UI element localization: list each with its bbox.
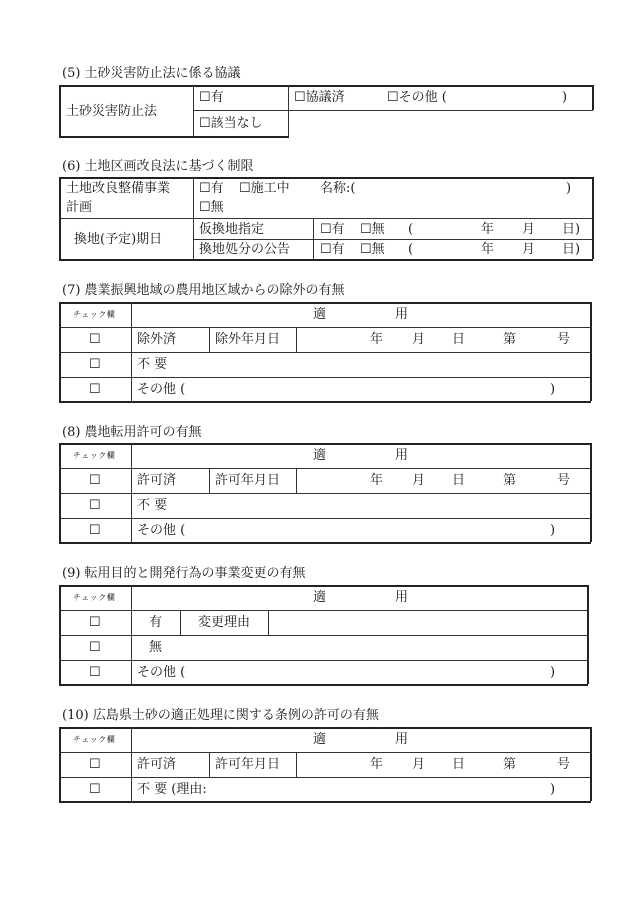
s9-row1-label: 有	[149, 615, 163, 630]
s8-row1-date-label: 許可年月日	[215, 473, 281, 488]
s8-row2-checkbox[interactable]: ☐	[89, 498, 101, 513]
s8-applicable-header-a: 適	[313, 448, 327, 463]
s9-applicable-header-a: 適	[313, 590, 327, 605]
s9-applicable-header-b: 用	[395, 590, 409, 605]
section-9-title: (9) 転用目的と開発行為の事業変更の有無	[62, 566, 306, 581]
s10-no: 第	[503, 757, 517, 772]
s6-r1-year: 年	[481, 222, 495, 237]
s5-yes-checkbox[interactable]: ☐有	[199, 90, 224, 105]
s6-name-label: 名称:(	[320, 181, 356, 196]
s6-r1-month: 月	[522, 222, 536, 237]
s7-row3-label: その他 (	[137, 382, 186, 397]
s10-row1-checkbox[interactable]: ☐	[89, 757, 101, 772]
s7-num: 号	[557, 332, 571, 347]
s7-day: 日	[452, 332, 466, 347]
s8-check-col-header: チェック欄	[73, 451, 116, 460]
s9-check-col-header: チェック欄	[73, 593, 116, 602]
s8-row1-checkbox[interactable]: ☐	[89, 473, 101, 488]
s6-yes-checkbox[interactable]: ☐有	[199, 181, 224, 196]
s8-year: 年	[370, 473, 384, 488]
s7-row2-label: 不 要	[137, 357, 168, 372]
s8-row3-close: )	[550, 523, 556, 538]
s7-year: 年	[370, 332, 384, 347]
s7-month: 月	[412, 332, 426, 347]
s10-applicable-header-a: 適	[313, 732, 327, 747]
s5-consulted-checkbox[interactable]: ☐協議済	[294, 90, 345, 105]
s6-row1-label-b: 計画	[66, 200, 93, 215]
s10-num: 号	[557, 757, 571, 772]
s7-check-col-header: チェック欄	[73, 310, 116, 319]
section-5-title: (5) 土砂災害防止法に係る協議	[62, 66, 241, 81]
s8-applicable-header-b: 用	[395, 448, 409, 463]
s10-applicable-header-b: 用	[395, 732, 409, 747]
s7-row1-date-label: 除外年月日	[215, 332, 281, 347]
s6-name-close: )	[566, 181, 572, 196]
s6-r2-month: 月	[522, 242, 536, 257]
s6-sub-announcement: 換地処分の公告	[199, 242, 291, 257]
section-7-title: (7) 農業振興地域の農用地区域からの除外の有無	[62, 283, 345, 298]
s6-none-checkbox[interactable]: ☐無	[199, 200, 224, 215]
s7-applicable-header-a: 適	[313, 307, 327, 322]
s6-r2-yes-checkbox[interactable]: ☐有	[320, 242, 345, 257]
s7-no: 第	[503, 332, 517, 347]
s10-row2-close: )	[550, 782, 556, 797]
s10-check-col-header: チェック欄	[73, 735, 116, 744]
s10-row2-label: 不 要 (理由:	[137, 782, 207, 797]
s10-day: 日	[452, 757, 466, 772]
s5-not-applicable-checkbox[interactable]: ☐該当なし	[199, 116, 263, 131]
s10-row1-label: 許可済	[137, 757, 177, 772]
s7-row2-checkbox[interactable]: ☐	[89, 357, 101, 372]
s8-row2-label: 不 要	[137, 498, 168, 513]
s9-row3-label: その他 (	[137, 665, 186, 680]
s6-r2-day: 日)	[562, 242, 581, 257]
s8-row1-label: 許可済	[137, 473, 177, 488]
s9-row3-checkbox[interactable]: ☐	[89, 665, 101, 680]
section-10-title: (10) 広島県土砂の適正処理に関する条例の許可の有無	[62, 708, 379, 723]
s6-sub-provisional: 仮換地指定	[199, 222, 265, 237]
s10-row2-checkbox[interactable]: ☐	[89, 782, 101, 797]
s6-row1-label-a: 土地改良整備事業	[66, 181, 171, 196]
s8-month: 月	[412, 473, 426, 488]
s7-row1-label: 除外済	[137, 332, 177, 347]
s8-num: 号	[557, 473, 571, 488]
s7-row3-checkbox[interactable]: ☐	[89, 382, 101, 397]
s8-no: 第	[503, 473, 517, 488]
s6-r2-none-checkbox[interactable]: ☐無	[360, 242, 385, 257]
s10-month: 月	[412, 757, 426, 772]
s6-r1-day: 日)	[562, 222, 581, 237]
section-6-title: (6) 土地区画改良法に基づく制限	[62, 159, 254, 174]
s10-row1-date-label: 許可年月日	[215, 757, 281, 772]
s9-row3-close: )	[550, 665, 556, 680]
s9-row2-checkbox[interactable]: ☐	[89, 640, 101, 655]
s7-row1-checkbox[interactable]: ☐	[89, 332, 101, 347]
s8-day: 日	[452, 473, 466, 488]
s6-r1-none-checkbox[interactable]: ☐無	[360, 222, 385, 237]
section-8-title: (8) 農地転用許可の有無	[62, 425, 202, 440]
s9-row2-label: 無	[149, 640, 163, 655]
s7-row3-close: )	[550, 382, 556, 397]
s6-r1-open: (	[408, 222, 414, 237]
s5-row-label: 土砂災害防止法	[66, 104, 158, 119]
s5-other-close: )	[562, 90, 568, 105]
s6-r2-year: 年	[481, 242, 495, 257]
s6-row2-label: 換地(予定)期日	[74, 232, 163, 247]
s7-applicable-header-b: 用	[395, 307, 409, 322]
s6-r1-yes-checkbox[interactable]: ☐有	[320, 222, 345, 237]
s10-year: 年	[370, 757, 384, 772]
s6-r2-open: (	[408, 242, 414, 257]
s8-row3-label: その他 (	[137, 523, 186, 538]
s8-row3-checkbox[interactable]: ☐	[89, 523, 101, 538]
s6-under-construction-checkbox[interactable]: ☐施工中	[239, 181, 290, 196]
s9-row1-reason-label: 変更理由	[198, 615, 251, 630]
s5-other-checkbox[interactable]: ☐その他 (	[387, 90, 447, 105]
s9-row1-checkbox[interactable]: ☐	[89, 615, 101, 630]
